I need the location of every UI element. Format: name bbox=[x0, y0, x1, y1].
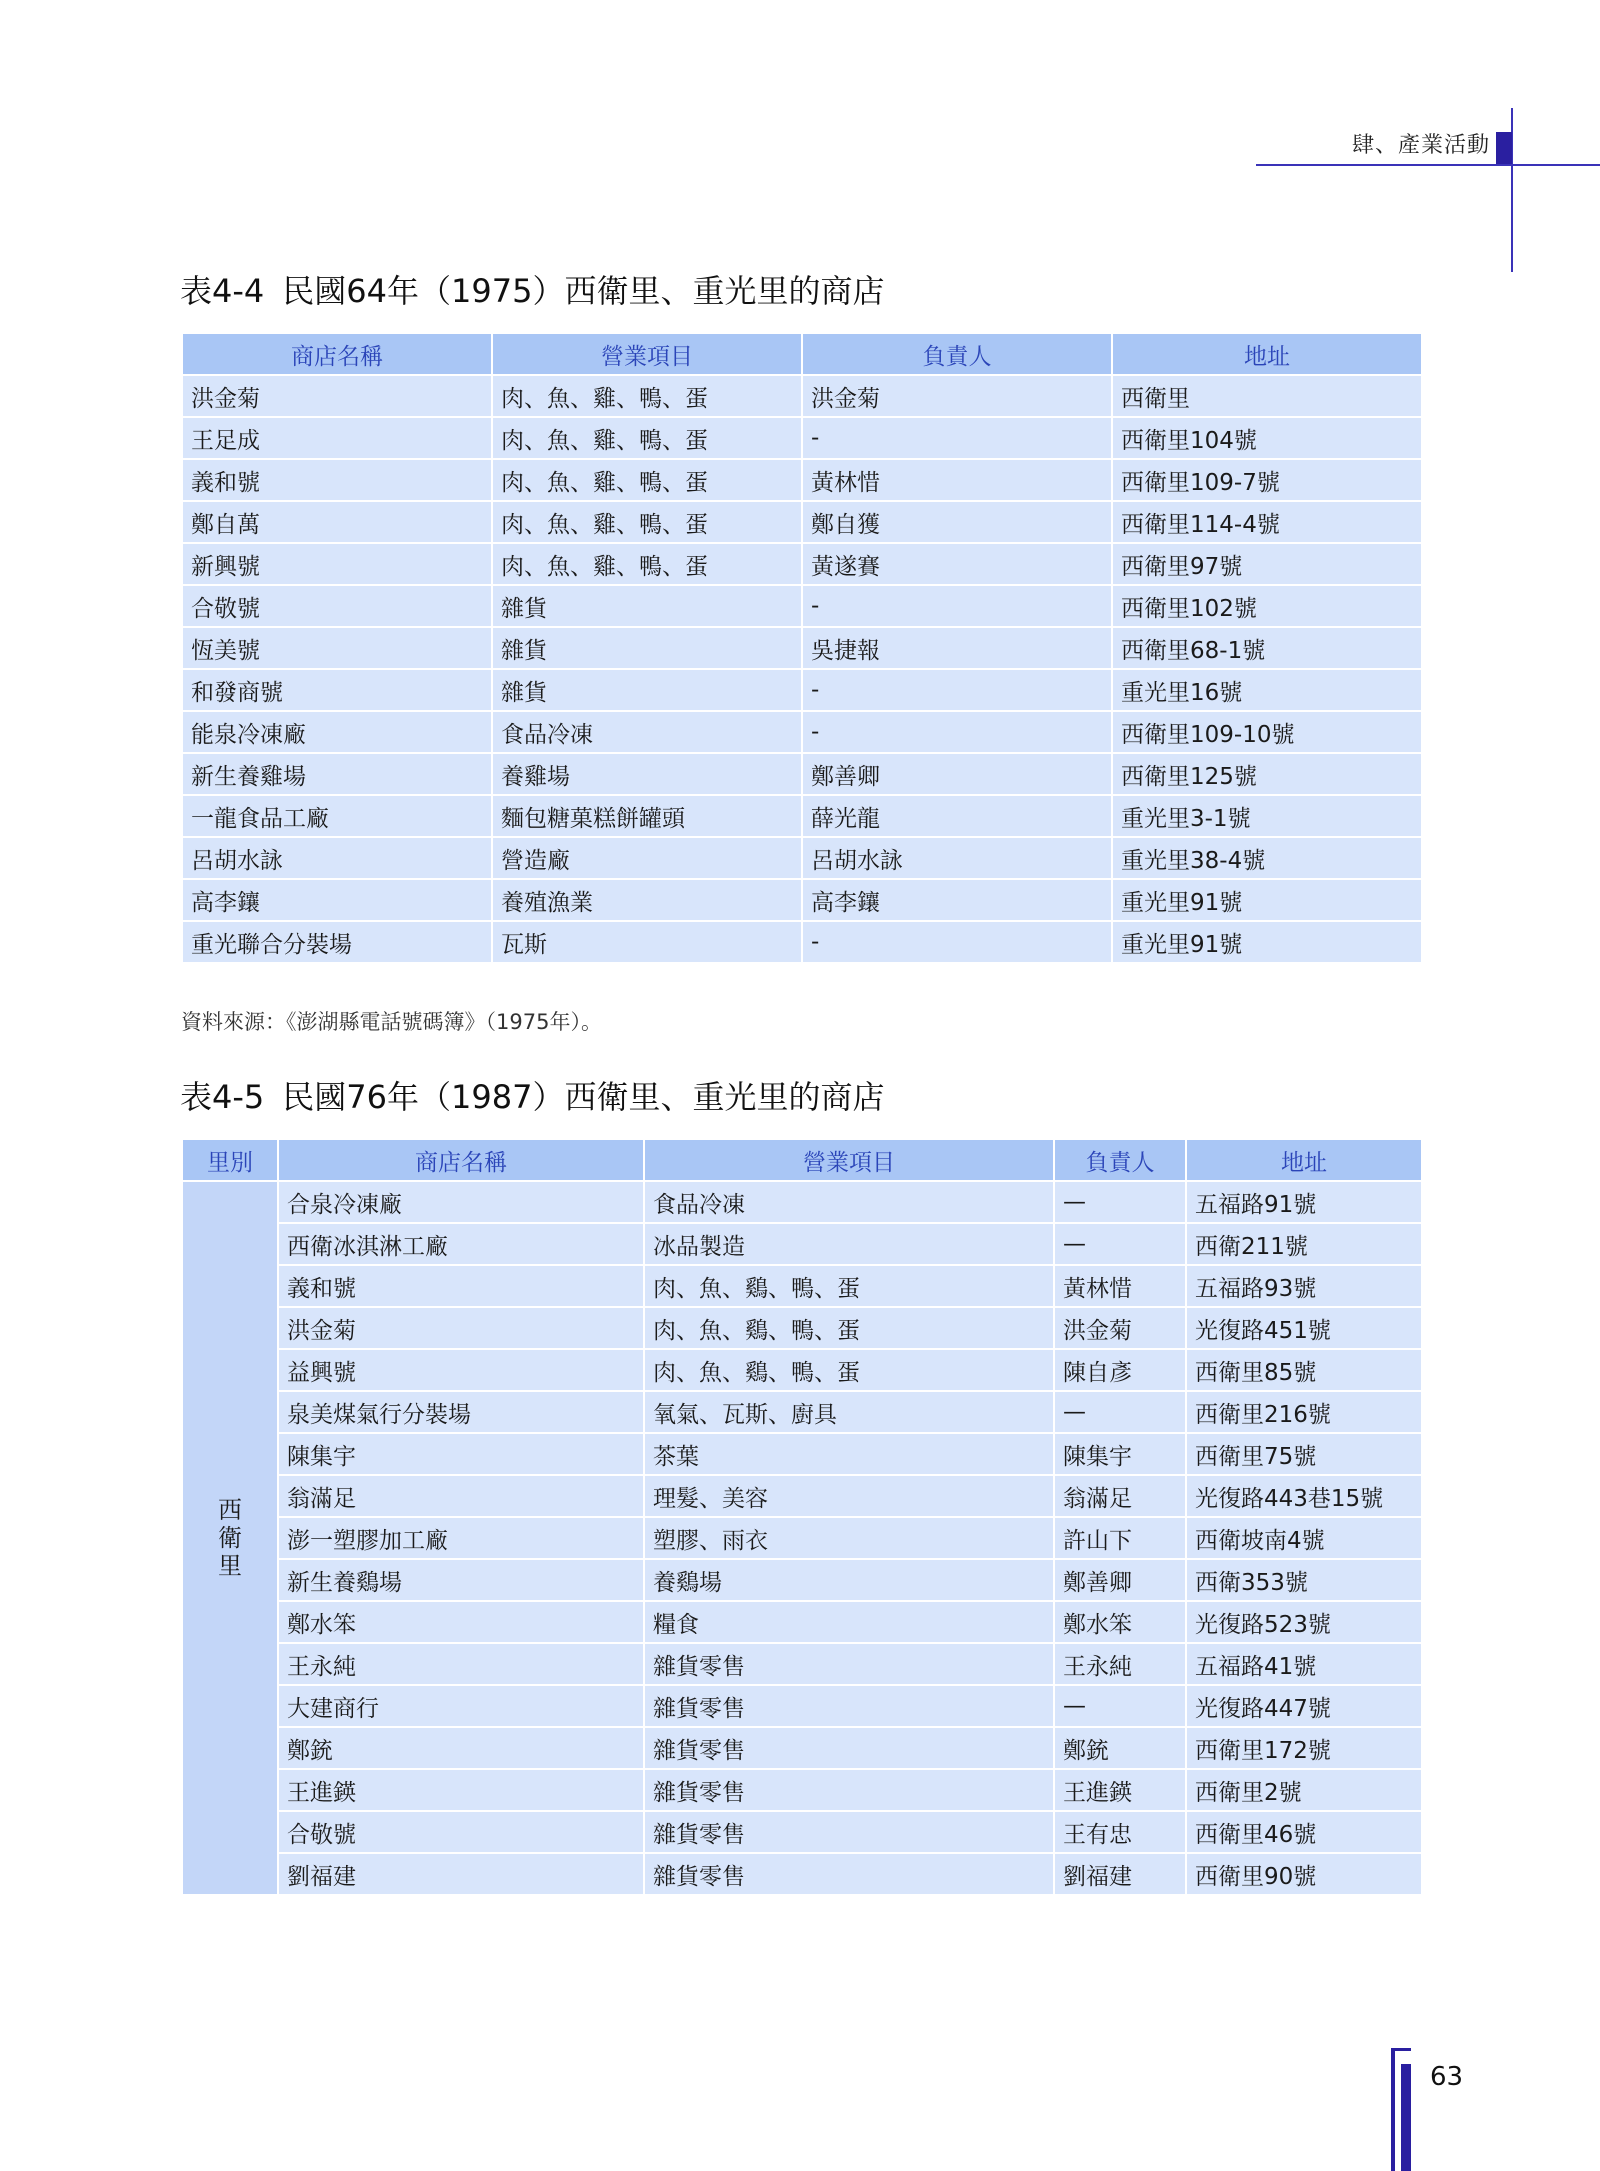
table-cell: 薛光龍 bbox=[802, 795, 1112, 837]
chapter-heading: 肆、產業活動 bbox=[1351, 133, 1490, 158]
table-cell: 西衛里75號 bbox=[1186, 1433, 1422, 1475]
table-cell: 洪金菊 bbox=[802, 375, 1112, 417]
table-cell: 雜貨零售 bbox=[644, 1727, 1054, 1769]
table-cell: — bbox=[1054, 1223, 1186, 1265]
table-row bbox=[182, 1517, 1422, 1559]
table-cell: 西衛里104號 bbox=[1112, 417, 1422, 459]
table-cell: 雜貨 bbox=[492, 627, 802, 669]
table-cell: 肉、魚、鷄、鴨、蛋 bbox=[644, 1307, 1054, 1349]
table-cell: 營造廠 bbox=[492, 837, 802, 879]
table-cell: 和發商號 bbox=[182, 669, 492, 711]
table-cell: 王永純 bbox=[1054, 1643, 1186, 1685]
li-label-char: 衛 bbox=[218, 1524, 242, 1552]
table-cell: 養雞場 bbox=[492, 753, 802, 795]
table-cell: 翁滿足 bbox=[1054, 1475, 1186, 1517]
table-cell: 泉美煤氣行分裝場 bbox=[278, 1391, 644, 1433]
column-header: 地址 bbox=[1112, 333, 1422, 375]
table-row bbox=[182, 585, 1422, 627]
table-row bbox=[182, 879, 1422, 921]
table-cell: 雜貨零售 bbox=[644, 1769, 1054, 1811]
table-cell: 西衛里90號 bbox=[1186, 1853, 1422, 1895]
table-cell: 西衛211號 bbox=[1186, 1223, 1422, 1265]
table-cell: 西衛坡南4號 bbox=[1186, 1517, 1422, 1559]
table-cell: 新生養雞場 bbox=[182, 753, 492, 795]
table-cell: 塑膠、雨衣 bbox=[644, 1517, 1054, 1559]
table-cell: 新興號 bbox=[182, 543, 492, 585]
table-cell: 益興號 bbox=[278, 1349, 644, 1391]
table-cell: 王進鍈 bbox=[1054, 1769, 1186, 1811]
column-header: 地址 bbox=[1186, 1139, 1422, 1181]
table-cell: 陳集宇 bbox=[278, 1433, 644, 1475]
table-cell: 鄭水笨 bbox=[278, 1601, 644, 1643]
table-cell: - bbox=[802, 669, 1112, 711]
table-cell: - bbox=[802, 711, 1112, 753]
li-label-char: 里 bbox=[218, 1552, 242, 1580]
table-cell: 高李鑲 bbox=[182, 879, 492, 921]
table-row bbox=[182, 1769, 1422, 1811]
table-row bbox=[182, 1601, 1422, 1643]
table-row bbox=[182, 1727, 1422, 1769]
table-cell: 西衛里85號 bbox=[1186, 1349, 1422, 1391]
table-cell: — bbox=[1054, 1685, 1186, 1727]
column-header: 負責人 bbox=[1054, 1139, 1186, 1181]
table-cell: 能泉冷凍廠 bbox=[182, 711, 492, 753]
table-cell: 肉、魚、鷄、鴨、蛋 bbox=[644, 1265, 1054, 1307]
table-cell: 吳捷報 bbox=[802, 627, 1112, 669]
table-cell: 重光里91號 bbox=[1112, 879, 1422, 921]
table-row bbox=[182, 1181, 1422, 1223]
table-cell: 西衛里125號 bbox=[1112, 753, 1422, 795]
table-cell: 理髮、美容 bbox=[644, 1475, 1054, 1517]
table-row bbox=[182, 921, 1422, 963]
table-cell: 洪金菊 bbox=[182, 375, 492, 417]
table-cell: 王永純 bbox=[278, 1643, 644, 1685]
table-row bbox=[182, 1391, 1422, 1433]
table-cell: 五福路91號 bbox=[1186, 1181, 1422, 1223]
table-4-5 bbox=[181, 1138, 1423, 1896]
table-row bbox=[182, 711, 1422, 753]
table-cell: 王有忠 bbox=[1054, 1811, 1186, 1853]
table-4-4-title bbox=[180, 266, 884, 312]
table-cell: 雜貨 bbox=[492, 585, 802, 627]
table-cell: 食品冷凍 bbox=[492, 711, 802, 753]
table-cell: 重光聯合分裝場 bbox=[182, 921, 492, 963]
table-row bbox=[182, 459, 1422, 501]
table-row bbox=[182, 1475, 1422, 1517]
table-cell: 肉、魚、雞、鴨、蛋 bbox=[492, 501, 802, 543]
table-row bbox=[182, 417, 1422, 459]
table-cell: 恆美號 bbox=[182, 627, 492, 669]
column-header: 商店名稱 bbox=[278, 1139, 644, 1181]
table-cell: 黃遂賽 bbox=[802, 543, 1112, 585]
table-row bbox=[182, 753, 1422, 795]
table-cell: 西衛里68-1號 bbox=[1112, 627, 1422, 669]
table-4-5-title bbox=[180, 1072, 884, 1118]
table-cell: 西衛里109-10號 bbox=[1112, 711, 1422, 753]
li-label-char: 西 bbox=[218, 1496, 242, 1524]
table-cell: - bbox=[802, 585, 1112, 627]
table-cell: 澎一塑膠加工廠 bbox=[278, 1517, 644, 1559]
table-cell: 呂胡水詠 bbox=[182, 837, 492, 879]
page-number: 63 bbox=[1430, 2062, 1464, 2092]
table-cell: - bbox=[802, 417, 1112, 459]
table-cell: 鄭善卿 bbox=[802, 753, 1112, 795]
table-cell: 鄭水笨 bbox=[1054, 1601, 1186, 1643]
table-cell: 新生養鷄場 bbox=[278, 1559, 644, 1601]
table-row bbox=[182, 1307, 1422, 1349]
table-row bbox=[182, 1643, 1422, 1685]
column-header: 營業項目 bbox=[644, 1139, 1054, 1181]
table-cell: 西衛里97號 bbox=[1112, 543, 1422, 585]
table-cell: 劉福建 bbox=[1054, 1853, 1186, 1895]
table-cell: 陳自彥 bbox=[1054, 1349, 1186, 1391]
table-4-5-code: 表4-5 bbox=[180, 1078, 265, 1116]
table-cell: 西衛里 bbox=[1112, 375, 1422, 417]
table-cell: 肉、魚、鷄、鴨、蛋 bbox=[644, 1349, 1054, 1391]
table-cell: 義和號 bbox=[182, 459, 492, 501]
footer-marker-thick bbox=[1401, 2064, 1411, 2171]
table-cell: 西衛里114-4號 bbox=[1112, 501, 1422, 543]
table-cell: 西衛里102號 bbox=[1112, 585, 1422, 627]
table-cell: 西衛冰淇淋工廠 bbox=[278, 1223, 644, 1265]
table-cell: 食品冷凍 bbox=[644, 1181, 1054, 1223]
table-row bbox=[182, 669, 1422, 711]
table-cell: 洪金菊 bbox=[1054, 1307, 1186, 1349]
table-row bbox=[182, 795, 1422, 837]
table-cell: — bbox=[1054, 1391, 1186, 1433]
table-cell: 雜貨零售 bbox=[644, 1685, 1054, 1727]
table-cell: 肉、魚、雞、鴨、蛋 bbox=[492, 459, 802, 501]
table-cell: 光復路447號 bbox=[1186, 1685, 1422, 1727]
table-cell: 呂胡水詠 bbox=[802, 837, 1112, 879]
table-cell: 陳集宇 bbox=[1054, 1433, 1186, 1475]
table-cell: 麵包糖菓糕餅罐頭 bbox=[492, 795, 802, 837]
table-cell: 鄭銃 bbox=[1054, 1727, 1186, 1769]
table-cell: 五福路93號 bbox=[1186, 1265, 1422, 1307]
table-cell: 重光里38-4號 bbox=[1112, 837, 1422, 879]
table-cell: 許山下 bbox=[1054, 1517, 1186, 1559]
table-cell: 黃林惜 bbox=[1054, 1265, 1186, 1307]
table-cell: 雜貨零售 bbox=[644, 1853, 1054, 1895]
column-header: 里別 bbox=[182, 1139, 278, 1181]
table-row bbox=[182, 1559, 1422, 1601]
header-rule bbox=[1256, 164, 1600, 166]
table-row bbox=[182, 1685, 1422, 1727]
table-cell: 西衛里46號 bbox=[1186, 1811, 1422, 1853]
table-cell: 鄭銃 bbox=[278, 1727, 644, 1769]
table-cell: 翁滿足 bbox=[278, 1475, 644, 1517]
table-row bbox=[182, 837, 1422, 879]
table-cell: 冰品製造 bbox=[644, 1223, 1054, 1265]
table-4-5-caption: 民國76年（1987）西衛里、重光里的商店 bbox=[282, 1078, 885, 1116]
table-4-4-caption: 民國64年（1975）西衛里、重光里的商店 bbox=[282, 272, 885, 310]
column-header: 營業項目 bbox=[492, 333, 802, 375]
li-label-cell bbox=[182, 1181, 278, 1895]
table-row bbox=[182, 501, 1422, 543]
table-cell: 養鷄場 bbox=[644, 1559, 1054, 1601]
table-cell: 鄭自獲 bbox=[802, 501, 1112, 543]
table-cell: 西衛里172號 bbox=[1186, 1727, 1422, 1769]
table-cell: 合敬號 bbox=[182, 585, 492, 627]
table-cell: 養殖漁業 bbox=[492, 879, 802, 921]
table-row bbox=[182, 1265, 1422, 1307]
table-cell: 肉、魚、雞、鴨、蛋 bbox=[492, 543, 802, 585]
table-cell: — bbox=[1054, 1181, 1186, 1223]
table-cell: 五福路41號 bbox=[1186, 1643, 1422, 1685]
table-cell: 一龍食品工廠 bbox=[182, 795, 492, 837]
table-cell: 洪金菊 bbox=[278, 1307, 644, 1349]
table-cell: 重光里3-1號 bbox=[1112, 795, 1422, 837]
table-row bbox=[182, 1811, 1422, 1853]
table-cell: 雜貨零售 bbox=[644, 1811, 1054, 1853]
table-cell: 雜貨 bbox=[492, 669, 802, 711]
column-header: 商店名稱 bbox=[182, 333, 492, 375]
table-cell: 黃林惜 bbox=[802, 459, 1112, 501]
table-cell: 合泉冷凍廠 bbox=[278, 1181, 644, 1223]
table-row bbox=[182, 627, 1422, 669]
table-cell: 光復路523號 bbox=[1186, 1601, 1422, 1643]
header-marker bbox=[1496, 132, 1512, 164]
table-cell: 高李鑲 bbox=[802, 879, 1112, 921]
table-row bbox=[182, 543, 1422, 585]
table-cell: 糧食 bbox=[644, 1601, 1054, 1643]
table-cell: 合敬號 bbox=[278, 1811, 644, 1853]
table-row bbox=[182, 1223, 1422, 1265]
table-cell: 義和號 bbox=[278, 1265, 644, 1307]
table-cell: 王進鍈 bbox=[278, 1769, 644, 1811]
table-cell: 西衛里216號 bbox=[1186, 1391, 1422, 1433]
table-cell: 肉、魚、雞、鴨、蛋 bbox=[492, 417, 802, 459]
table-cell: 光復路451號 bbox=[1186, 1307, 1422, 1349]
table-cell: 重光里16號 bbox=[1112, 669, 1422, 711]
table-cell: 鄭自萬 bbox=[182, 501, 492, 543]
column-header: 負責人 bbox=[802, 333, 1112, 375]
table-4-4-source: 資料來源：《澎湖縣電話號碼簿》（1975年）。 bbox=[181, 1010, 602, 1034]
table-cell: 氧氣、瓦斯、廚具 bbox=[644, 1391, 1054, 1433]
table-4-4 bbox=[181, 332, 1423, 964]
table-row bbox=[182, 1433, 1422, 1475]
table-cell: 西衛里2號 bbox=[1186, 1769, 1422, 1811]
table-row bbox=[182, 1349, 1422, 1391]
table-cell: 西衛353號 bbox=[1186, 1559, 1422, 1601]
table-cell: - bbox=[802, 921, 1112, 963]
table-cell: 劉福建 bbox=[278, 1853, 644, 1895]
table-cell: 王足成 bbox=[182, 417, 492, 459]
table-cell: 重光里91號 bbox=[1112, 921, 1422, 963]
table-cell: 西衛里109-7號 bbox=[1112, 459, 1422, 501]
table-row bbox=[182, 1853, 1422, 1895]
table-cell: 瓦斯 bbox=[492, 921, 802, 963]
table-cell: 大建商行 bbox=[278, 1685, 644, 1727]
table-cell: 肉、魚、雞、鴨、蛋 bbox=[492, 375, 802, 417]
table-cell: 光復路443巷15號 bbox=[1186, 1475, 1422, 1517]
table-4-4-code: 表4-4 bbox=[180, 272, 265, 310]
table-cell: 鄭善卿 bbox=[1054, 1559, 1186, 1601]
footer-marker-thin bbox=[1391, 2048, 1395, 2171]
table-row bbox=[182, 375, 1422, 417]
table-cell: 茶葉 bbox=[644, 1433, 1054, 1475]
table-cell: 雜貨零售 bbox=[644, 1643, 1054, 1685]
